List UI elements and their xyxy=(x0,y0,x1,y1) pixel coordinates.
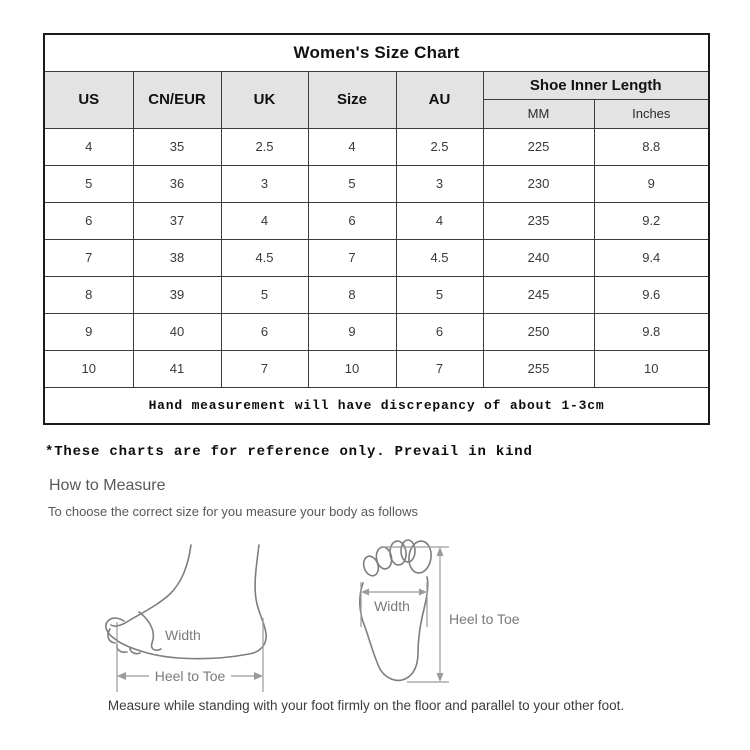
column-header-size: Size xyxy=(308,71,396,128)
bottom-caption: Measure while standing with your foot firmly on the floor and parallel to your other foot. xyxy=(107,698,625,713)
cell: 7 xyxy=(221,350,308,387)
cell: 7 xyxy=(308,239,396,276)
table-row xyxy=(44,165,709,202)
cell: 7 xyxy=(396,350,483,387)
column-header-au: AU xyxy=(396,71,483,128)
foot-top-view-diagram xyxy=(352,535,564,693)
how-to-measure-subtitle: To choose the correct size for you measure your body as follows xyxy=(48,504,418,519)
top-length-label: Heel to Toe xyxy=(449,611,520,627)
cell: 4 xyxy=(44,128,133,165)
cell: 255 xyxy=(483,350,594,387)
cell: 9 xyxy=(308,313,396,350)
cell: 40 xyxy=(133,313,221,350)
table-row xyxy=(44,202,709,239)
cell: 240 xyxy=(483,239,594,276)
cell: 250 xyxy=(483,313,594,350)
cell: 6 xyxy=(44,202,133,239)
cell: 5 xyxy=(396,276,483,313)
table-title: Women's Size Chart xyxy=(44,34,709,71)
cell: 35 xyxy=(133,128,221,165)
cell: 2.5 xyxy=(221,128,308,165)
cell: 10 xyxy=(308,350,396,387)
cell: 4.5 xyxy=(221,239,308,276)
cell: 4 xyxy=(308,128,396,165)
cell: 235 xyxy=(483,202,594,239)
cell: 3 xyxy=(396,165,483,202)
cell: 9.6 xyxy=(594,276,709,313)
column-header-us: US xyxy=(44,71,133,128)
cell: 8 xyxy=(44,276,133,313)
cell: 36 xyxy=(133,165,221,202)
cell: 8 xyxy=(308,276,396,313)
cell: 225 xyxy=(483,128,594,165)
side-length-label: Heel to Toe xyxy=(154,668,226,684)
cell: 9 xyxy=(594,165,709,202)
cell: 7 xyxy=(44,239,133,276)
cell: 5 xyxy=(308,165,396,202)
cell: 41 xyxy=(133,350,221,387)
cell: 10 xyxy=(44,350,133,387)
cell: 37 xyxy=(133,202,221,239)
cell: 245 xyxy=(483,276,594,313)
cell: 4 xyxy=(396,202,483,239)
cell: 39 xyxy=(133,276,221,313)
column-header-shoe-inner-length: Shoe Inner Length xyxy=(483,71,709,99)
cell: 4.5 xyxy=(396,239,483,276)
table-row xyxy=(44,276,709,313)
table-header-row xyxy=(44,71,709,99)
table-row xyxy=(44,313,709,350)
cell: 230 xyxy=(483,165,594,202)
column-header-cn-eur: CN/EUR xyxy=(133,71,221,128)
cell: 6 xyxy=(308,202,396,239)
cell: 5 xyxy=(44,165,133,202)
cell: 5 xyxy=(221,276,308,313)
reference-note: *These charts are for reference only. Prevail in kind xyxy=(45,444,533,460)
column-header-mm: MM xyxy=(483,99,594,128)
cell: 10 xyxy=(594,350,709,387)
cell: 3 xyxy=(221,165,308,202)
cell: 6 xyxy=(396,313,483,350)
table-footnote: Hand measurement will have discrepancy of about 1-3cm xyxy=(44,387,709,424)
side-width-label: Width xyxy=(165,627,201,643)
cell: 4 xyxy=(221,202,308,239)
table-row xyxy=(44,350,709,387)
cell: 8.8 xyxy=(594,128,709,165)
column-header-uk: UK xyxy=(221,71,308,128)
cell: 2.5 xyxy=(396,128,483,165)
table-row xyxy=(44,128,709,165)
foot-side-view-diagram xyxy=(92,538,297,696)
table-row xyxy=(44,239,709,276)
how-to-measure-title: How to Measure xyxy=(49,477,166,494)
cell: 9.8 xyxy=(594,313,709,350)
cell: 9.4 xyxy=(594,239,709,276)
cell: 6 xyxy=(221,313,308,350)
column-header-inches: Inches xyxy=(594,99,709,128)
cell: 38 xyxy=(133,239,221,276)
table-footnote-row xyxy=(44,387,709,424)
table-title-row xyxy=(44,34,709,71)
cell: 9 xyxy=(44,313,133,350)
top-width-label: Width xyxy=(374,598,410,614)
size-chart-table xyxy=(43,33,710,425)
cell: 9.2 xyxy=(594,202,709,239)
